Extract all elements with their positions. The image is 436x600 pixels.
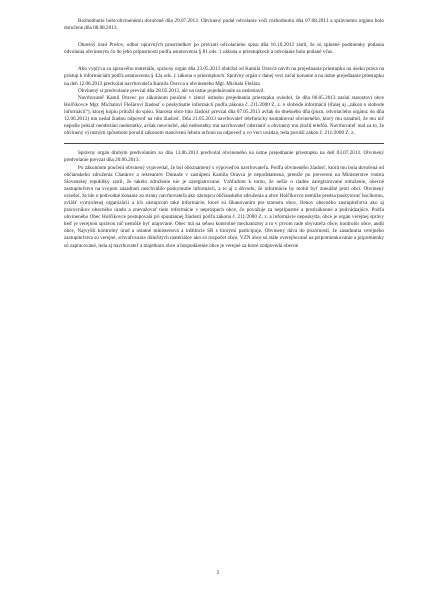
paragraph-complainant-statement: Navrhovateľ Kamil Oravec po zákonnom poučení v rámci ústneho prejednania priestupku uviedol, že dňa 06.05.2013 zaslal starostovi obce Holčíkovce Mgr. Michalovi Flešárovi žiadosť o poskytnutie informácií podľa zákona č. 211/2000 Z. z. o slobode informácií (ďalej aj „zákon o slobode informácií“), ktorej kópiu priložil do spisu. Starosta obce túto žiadosť prevzal dňa 07.05.2013 avšak do dnešného dňa (pozn. odvolacieho orgánu: do dňa 12.06.2013) mu nedal žiadnu odpoveď na túto žiadosť. Dňa 21.05.2013 navrhovateľ telefonicky kontaktoval obvineného, ktorý mu oznámil, že mu nič nepošle pokiaľ neodstráni nedostatky, avšak neuviedol, aké nedostatky má navrhovateľ odstrániť a obvinený mu zložil telefón. Navrhovateľ mal za to, že obvinený výrazným spôsobom porušil zákonom stanovenú lehotu určenú na odpoveď a vo veci uvádza, teda porušil zákon č. 211/2000 Z. z. xyxy=(64,94,384,137)
paragraph-defendant-statement: Po zákonnom poučení obvinený vypovedal, že bol oboznámený s výpoveďou navrhovateľa. Podľa obvineného žiadosť, ktorá mu bola doručená od občianskeho združenia Chatárov a rekreantov Domaše v zastúpení Kamila Oravca je nepodstatnená, pretože po preverení na Ministerstve vnútra Slovenskej republiky zistil, že takéto združenie nie je zaregistrované. Vzhľadom k tomu, že nešlo o riadne zaregistrované združenie, obecné zastupiteľstvo na svojom zasadnutí neschválilo poskytnutie informácií, a to aj z dôvodu, že informácie by mohli byť zneužité proti obci. Obvinený uviedol, že ide o podvodné konanie zo strany navrhovateľa ako zástupcu občianskeho združenia a obce Holčíkovce nemôže predsa poskytovať hocikomu, zvlášť vymyslenej organizácii a ich zástupcom také informácie, ktoré sú šikanovaním pre starostu obce, členov obecného zastupiteľstva ako aj pracovníkov obecného úradu a znevažovať tieto informácie v neprospech obce, čo považuje za neprípustné a protizákonné a podvádzajúce. Podľa obvineného Obec Holčíkovce postupovala pri spontánnej žiadosti podľa zákona č. 211/2000 Z. z. a informácie neposkytla, obce je orgán verejnej správy keď je verejnou správou nič nemôže byť utajované. Obec má na sebou kontrolné mechanizmy a to v prvom rade obyvateľa obce, kontrolór obce, audit obce, Najvyšší kontrolný úrad a ostatné ministerstvá a inštitúcie SR s ktorými participuje. Obvinený dáva do pozornosti, že zasadnutia verejného zastupiteľstva sú verejné, schvaľovanie dôležitých materiálov ako sú rozpočet obce, VZN obce sú stále zverejňované na pripomienkovanie a pripomienky sú zapracované, teda aj navrhovateľ a majetkom obce a hospodárenie obce je verejné za ktoré zodpovedá obecné xyxy=(64,164,384,249)
spacer xyxy=(64,56,384,66)
spacer xyxy=(64,32,384,42)
paragraph-second-summons: Správny orgán druhým predvolaním zo dňa 13.06.2013 predvolal obvineného na ústne prejednanie priestupku na deň 03.07.2013. Obvinený predvolanie prevzal dňa 20.06.2013. xyxy=(64,150,384,164)
page-number: 2 xyxy=(216,570,220,576)
paragraph-appeal-delivery: Rozhodnutie bolo obvinenému doručené dňa 29.07.2013. Obvinený podal odvolanie voči rozhodnutiu dňa 07.08.2013 a správnemu orgánu bolo doručené dňa 08.08.2013. xyxy=(64,18,384,32)
divider xyxy=(64,143,384,144)
paragraph-summons-received: Obvinený si predvolanie prevzal dňa 28.05.2013, ale na ústne pojednávanie sa nedostavil. xyxy=(78,87,265,94)
paragraph-appeal-review: Okresný úrad Prešov, odbor opravných prostriedkov po prevzatí odvolacieho spisu dňa 16.10.2013 zistil, že sú splnené podmienky podania odvolania obvineným čo do jeho prípustnosti podľa ustanovenia § 81 ods. 1 zákona o priestupkoch a odvolanie bolo podané včas. xyxy=(64,42,384,56)
paragraph-case-background: Ako vyplýva zo spisového materiálu, správny orgán dňa 23.05.2013 obdržal od Kamila Oravca návrh na prejednanie priestupku na úseku práva na prístup k informáciám podľa ustanovenia § 42a ods. 1 zákona o priestupkoch. Správny orgán v danej veci začal konanie a na ústne prejednanie priestupku na deň 12.06.2013 predvolal navrhovateľa Kamila Oravca a obvineného Mgr. Michala Flešára. xyxy=(64,66,384,87)
